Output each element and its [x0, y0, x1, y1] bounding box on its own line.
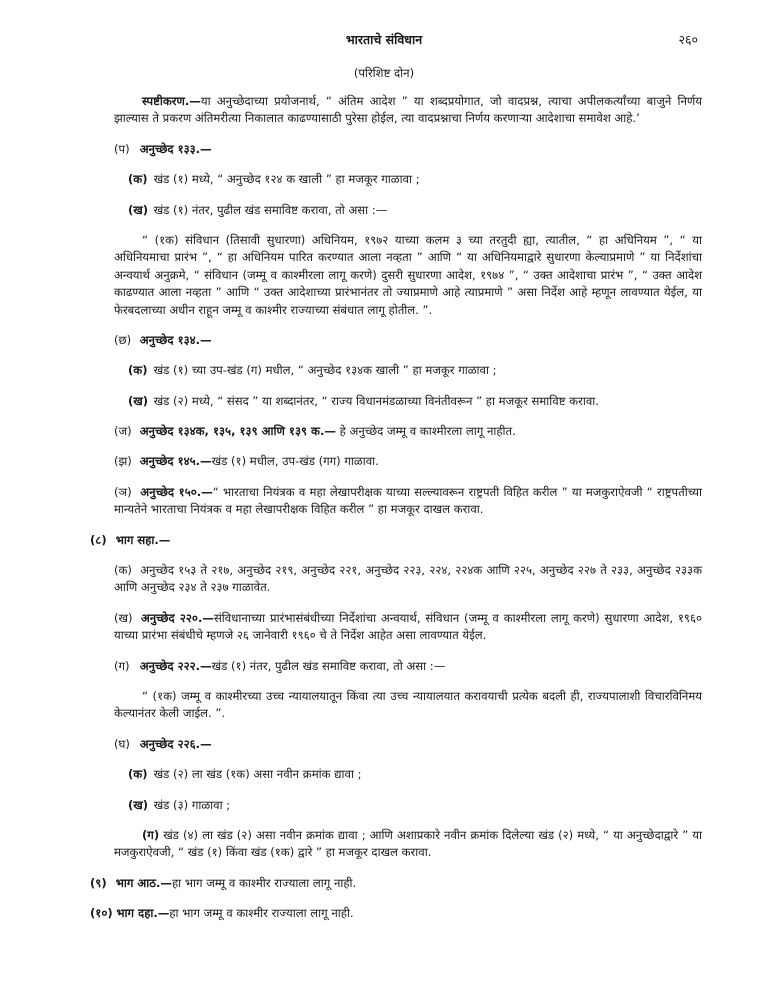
clause-ny	[0, 484, 768, 519]
clause-label: अनुच्छेद १३४क, १३५, १३९ आणि १३९ क.—	[139, 424, 336, 439]
clause-text: हे अनुच्छेद जम्मू व काश्मीरला लागू नाहीत.	[335, 424, 516, 439]
clause-marker: (घ)	[114, 736, 130, 751]
subclause-gha-ga	[0, 827, 768, 862]
part-marker: (८)	[90, 532, 107, 547]
clause-8-ga	[0, 658, 768, 675]
part-10	[0, 905, 768, 922]
subclause-marker: (ख)	[128, 393, 149, 408]
subclause-text: खंड (१) च्या उप-खंड (ग) मधील, “ अनुच्छेद १३४क खाली ” हा मजकूर गाळावा ;	[153, 363, 497, 378]
clause-label: अनुच्छेद २२२.—	[139, 658, 212, 673]
clause-marker: (ञ)	[114, 484, 132, 499]
quoted-clause-8-ga: “ (१क) जम्मू व काश्मीरच्या उच्च न्यायालयातून किंवा त्या उच्च न्यायालयात करावयाची प्रत्येक बदली ही, राज्यपालाशी विचारविनिमय केल्यानंतर केली जाईल. ”.	[114, 688, 702, 721]
quoted-clause-p: “ (१क) संविधान (तिसावी सुधारणा) अधिनियम, १९७२ याच्या कलम ३ च्या तरतुदी ह्या, त्यातील, “ हा अधिनियम ”, “ या अधिनियमाचा प्रारंभ ”, “ हा अधिनियम पारित करण्यात आला नव्हता ” आणि “ या अधिनियमाद्वारे सुधारणा केल्याप्रमाणे ” या निर्देशांचा अन्वयार्थ अनुक्रमे, “ संविधान (जम्मू व काश्मीरला लागू करणे) दुसरी सुधारणा आदेश, १९७४ ”, “ उक्त आदेशाचा प्रारंभ ”, “ उक्त आदेश काढण्यात आला नव्हता ” आणि “ उक्त आदेशाच्या प्रारंभानंतर तो ज्याप्रमाणे आहे त्याप्रमाणे ” असा निर्देश आहे म्हणून लावण्यात येईल, या फेरबदलाच्या अधीन राहून जम्मू व काश्मीर राज्याच्या संबंधात लागू होतील. ”.	[114, 232, 702, 317]
subclause-chh-ka	[0, 362, 768, 379]
clause-text: “ भारताचा नियंत्रक व महा लेखापरीक्षक याच्या सल्ल्यावरून राष्ट्रपती विहित करील ” या मजकुराऐवजी “ राष्ट्रपतीच्या मान्यतेने भारताचा नियंत्रक व महा लेखापरीक्षक विहित करील ” हा मजकूर दाखल करावा.	[114, 484, 703, 517]
part-label: भाग दहा.—	[116, 906, 170, 921]
subclause-marker: (क)	[128, 172, 148, 187]
clause-8-ka	[0, 562, 768, 597]
part-text: हा भाग जम्मू व काश्मीर राज्याला लागू नाही.	[169, 906, 354, 921]
subclause-gha-kha	[0, 797, 768, 814]
clause-marker: (ग)	[114, 658, 130, 673]
clause-marker: (ख)	[114, 610, 133, 625]
clause-text: खंड (१) नंतर, पुढील खंड समाविष्ट करावा, तो असा :—	[211, 658, 446, 673]
clause-jh	[0, 453, 768, 470]
subclause-marker: (ग)	[142, 827, 160, 842]
subclause-chh-kha	[0, 393, 768, 410]
part-marker: (९)	[90, 875, 107, 890]
clause-text: खंड (१) मधील, उप-खंड (गग) गाळावा.	[211, 454, 379, 469]
clause-label: अनुच्छेद १३४.—	[139, 332, 212, 347]
document-body	[0, 93, 768, 923]
clause-marker: (छ)	[114, 332, 132, 347]
clause-label: अनुच्छेद १४५.—	[139, 454, 212, 469]
subclause-text: खंड (१) नंतर, पुढील खंड समाविष्ट करावा, तो असा :—	[153, 202, 388, 217]
part-8-heading	[0, 532, 768, 549]
clause-marker: (क)	[114, 563, 132, 578]
subclause-marker: (ख)	[128, 202, 149, 217]
clause-marker: (ज)	[114, 424, 132, 439]
subclause-p-kha	[0, 202, 768, 219]
subclause-text: खंड (२) मध्ये, “ संसद ” या शब्दानंतर, “ राज्य विधानमंडळाच्या विनंतीवरून ” हा मजकूर समाविष्ट करावा.	[153, 393, 599, 408]
explanation-text: या अनुच्छेदाच्या प्रयोजनार्थ, “ अंतिम आदेश ” या शब्दप्रयोगात, जो वादप्रश्न, त्याचा अपीलकर्त्यांच्या बाजुने निर्णय झाल्यास ते प्रकरण अंतिमरीत्या निकालात काढण्यासाठी पुरेसा होईल, त्या वादप्रश्नाचा निर्णय करणाऱ्या आदेशाचा समावेश आहे.’	[114, 94, 702, 126]
clause-label: अनुच्छेद १५०.—	[140, 484, 213, 499]
clause-marker: (झ)	[114, 454, 132, 469]
clause-label: अनुच्छेद २२०.—	[140, 610, 214, 625]
clause-p-heading	[0, 141, 768, 158]
subclause-gha-ka	[0, 766, 768, 783]
clause-8-gha	[0, 736, 768, 753]
subclause-p-ka	[0, 171, 768, 188]
part-text: हा भाग जम्मू व काश्मीर राज्याला लागू नाही.	[172, 875, 357, 890]
explanation-paragraph	[0, 93, 768, 128]
part-9	[0, 875, 768, 892]
subclause-text: खंड (२) ला खंड (१क) असा नवीन क्रमांक द्यावा ;	[153, 767, 362, 782]
part-label: भाग सहा.—	[115, 532, 171, 547]
subclause-text: खंड (४) ला खंड (२) असा नवीन क्रमांक द्यावा ; आणि अशाप्रकारे नवीन क्रमांक दिलेल्या खंड (२) मध्ये, “ या अनुच्छेदाद्वारे ” या मजकुराऐवजी, “ खंड (१) किंवा खंड (१क) द्वारे ” हा मजकूर दाखल करावा.	[114, 827, 703, 860]
subclause-text: खंड (३) गाळावा ;	[153, 797, 231, 812]
part-label: भाग आठ.—	[115, 875, 172, 890]
subclause-text: खंड (१) मध्ये, “ अनुच्छेद १२४ क खाली ” हा मजकूर गाळावा ;	[153, 172, 420, 187]
subclause-marker: (क)	[128, 767, 148, 782]
explanation-label: स्पष्टीकरण.—	[142, 94, 201, 108]
subclause-marker: (क)	[128, 363, 148, 378]
clause-8-kha	[0, 610, 768, 645]
clause-label: अनुच्छेद २२६.—	[139, 736, 212, 751]
clause-marker: (प)	[114, 141, 130, 156]
clause-j	[0, 423, 768, 440]
clause-label: अनुच्छेद १३३.—	[139, 141, 212, 156]
appendix-subtitle: (परिशिष्ट दोन)	[353, 66, 415, 80]
clause-chh-heading	[0, 332, 768, 349]
part-marker: (१०)	[90, 906, 113, 921]
page-title: भारताचे संविधान	[345, 32, 423, 47]
page-number: २६०	[678, 32, 698, 47]
clause-text: अनुच्छेद १५३ ते २१७, अनुच्छेद २१९, अनुच्छेद २२१, अनुच्छेद २२३, २२४, २२४क आणि २२५, अनुच्छेद २२७ ते २३३, अनुच्छेद २३३क आणि अनुच्छेद २३४ ते २३७ गाळावेत.	[114, 563, 702, 595]
clause-text: संविधानाच्या प्रारंभासंबंधीच्या निर्देशांचा अन्वयार्थ, संविधान (जम्मू व काश्मीरला लागू करणे) सुधारणा आदेश, १९६० याच्या प्रारंभा संबंधीचे म्हणजे २६ जानेवारी १९६० चे ते निर्देश आहेत असा लावण्यात येईल.	[114, 610, 702, 643]
subclause-marker: (ख)	[128, 797, 149, 812]
